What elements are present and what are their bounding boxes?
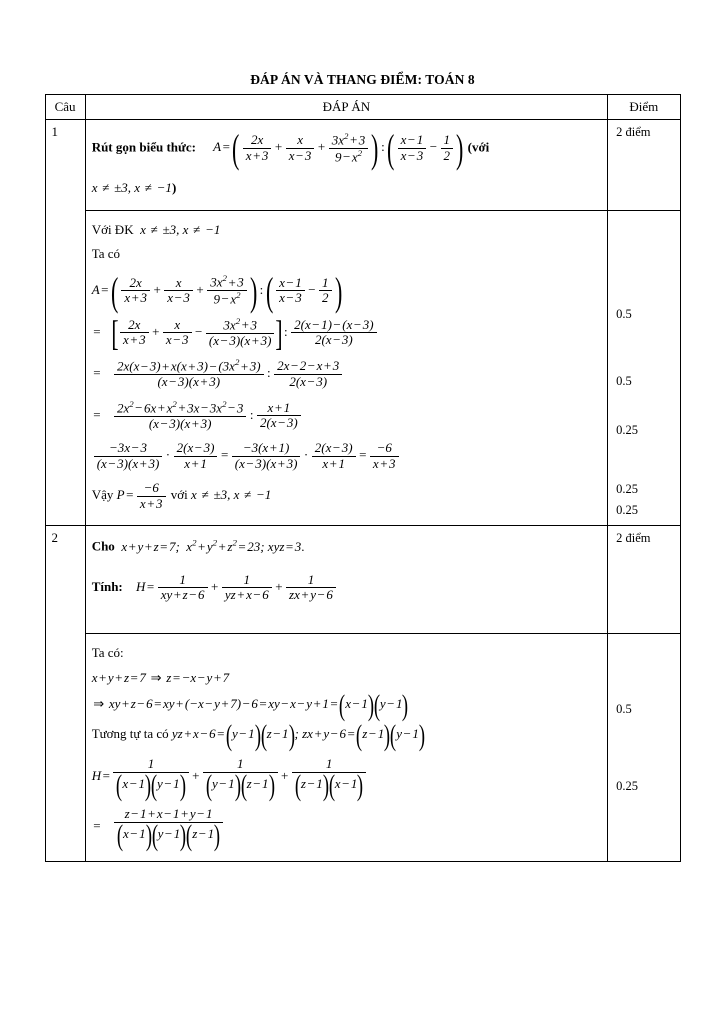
problem-2-statement	[85, 526, 607, 633]
score-2-5: 0.25	[616, 778, 639, 793]
ta-co-label-1: Ta có	[91, 246, 121, 262]
problem-number-2: 2	[45, 526, 85, 861]
problem-1-statement: Rút gọn biểu thức: A =( $\frac{2x}{x + 3}$ + $\frac{x}{x - 3}$ + $\frac{3x^2 + 3}{9 - x^2}$ ) :( $\frac{x - 1}{x - 3}$ − $\frac{1}{2}$ ) (với x ≠ ±3, x ≠ −1)	[85, 120, 607, 211]
ta-co-label-2: Ta có:	[91, 644, 124, 660]
problem-2-step-scores	[608, 633, 680, 861]
step-1-5: $\frac{-3x - 3}{(x - 3)(x + 3)}$ · $\frac{2(x - 3)}{x + 1}$ = $\frac{-3(x + 1)}{(x - 3)(x + 3)}$ · $\frac{2(x - 3)}{x + 1}$ = $\frac{-6}{x + 3}$	[92, 441, 601, 471]
header-dap-an: ĐÁP ÁN	[85, 95, 607, 120]
answer-table	[45, 94, 681, 862]
table-row	[45, 526, 680, 633]
table-row	[45, 633, 680, 861]
problem-1-solution	[85, 210, 607, 526]
table-row	[45, 120, 680, 211]
prompt-condition-label-1: (với	[467, 139, 490, 155]
step-1-4: = $\frac{2x^2 - 6x + x^2 + 3x - 3x^2 - 3}{(x - 3)(x + 3)}$ : $\frac{x + 1}{2(x - 3)}$	[92, 400, 601, 431]
table-header-row	[45, 95, 680, 120]
ask-label-2: Tính:	[91, 578, 123, 594]
score-1-5: 0.25	[616, 481, 639, 496]
step-2-2: ⇒ xy + z − 6 = xy + (−x − y + 7) − 6 = xy − x − y + 1 =(x − 1)(y − 1)	[93, 689, 409, 723]
step-1-1: A =( $\frac{2x}{x + 3}$ + $\frac{x}{x - 3}$ + $\frac{3x^2 + 3}{9 - x^2}$ ) :( $\frac{x - 1}{x - 3}$ − $\frac{1}{2}$ )	[91, 268, 342, 314]
step-1-6: Vậy P = $\frac{-6}{x + 3}$ với x ≠ ±3, x ≠ −1	[91, 480, 272, 511]
score-1-6: 0.25	[616, 502, 639, 517]
given-expression-2: x + y + z = 7; $x^2 + y^2 + z^2 = 23$; xyz = 3.	[118, 537, 305, 554]
prompt-label-1: Rút gọn biểu thức:	[91, 139, 196, 155]
given-label-2: Cho	[91, 538, 115, 554]
step-2-5: = $\frac{z - 1 + x - 1 + y - 1}{(x - 1)(y - 1)(z - 1)}$	[92, 807, 601, 847]
header-cau: Câu	[45, 95, 85, 120]
problem-1-step-scores	[608, 210, 680, 526]
score-2-3: 0.5	[616, 701, 632, 716]
prompt-expression-1: A =( $\frac{2x}{x + 3}$ + $\frac{x}{x - 3}$ + $\frac{3x^2 + 3}{9 - x^2}$ ) :( $\frac{x - 1}{x - 3}$ − $\frac{1}{2}$ )	[213, 126, 464, 172]
page-title: ĐÁP ÁN VÀ THANG ĐIỂM: TOÁN 8	[250, 72, 475, 87]
condition-line-1: Với ĐK x ≠ ±3, x ≠ −1	[91, 221, 221, 237]
step-1-3: = $\frac{2x(x - 3) + x(x + 3) - (3x^2 + 3)}{(x - 3)(x + 3)}$ : $\frac{2x - 2 - x + 3}{2(x - 3)}$	[92, 358, 601, 389]
step-1-2: = [ $\frac{2x}{x + 3}$ + $\frac{x}{x - 3}$ − $\frac{3x^2 + 3}{(x - 3)(x + 3)}$ ]: $\frac{2(x - 1) - (x - 3)}{2(x - 3)}$	[92, 317, 601, 348]
problem-2-total-score: 2 điểm	[608, 526, 680, 633]
problem-1-total-score: 2 điểm	[608, 120, 680, 211]
score-1-4: 0.25	[616, 422, 639, 437]
prompt-condition-1: x ≠ ±3, x ≠ −1	[91, 179, 172, 195]
step-2-1: x + y + z = 7 ⇒ z = −x − y + 7	[91, 669, 230, 685]
score-1-3: 0.5	[616, 373, 632, 388]
step-2-3: Tương tự ta có yz + x − 6 =(y − 1)(z − 1); zx + y − 6 =(z − 1)(y − 1)	[91, 719, 425, 753]
table-row	[45, 210, 680, 526]
ask-expression-2: H = $\frac{1}{xy + z - 6}$ + $\frac{1}{yz + x - 6}$ + $\frac{1}{zx + y - 6}$	[136, 579, 338, 594]
header-diem: Điểm	[608, 95, 680, 120]
score-1-2: 0.5	[616, 306, 632, 321]
problem-2-solution	[85, 633, 607, 861]
problem-number-1: 1	[45, 120, 85, 526]
step-2-4: H = $\frac{1}{(x - 1)(y - 1)}$ + $\frac{1}{(y - 1)(z - 1)}$ + $\frac{1}{(z - 1)(x - 1)}$	[92, 757, 601, 797]
